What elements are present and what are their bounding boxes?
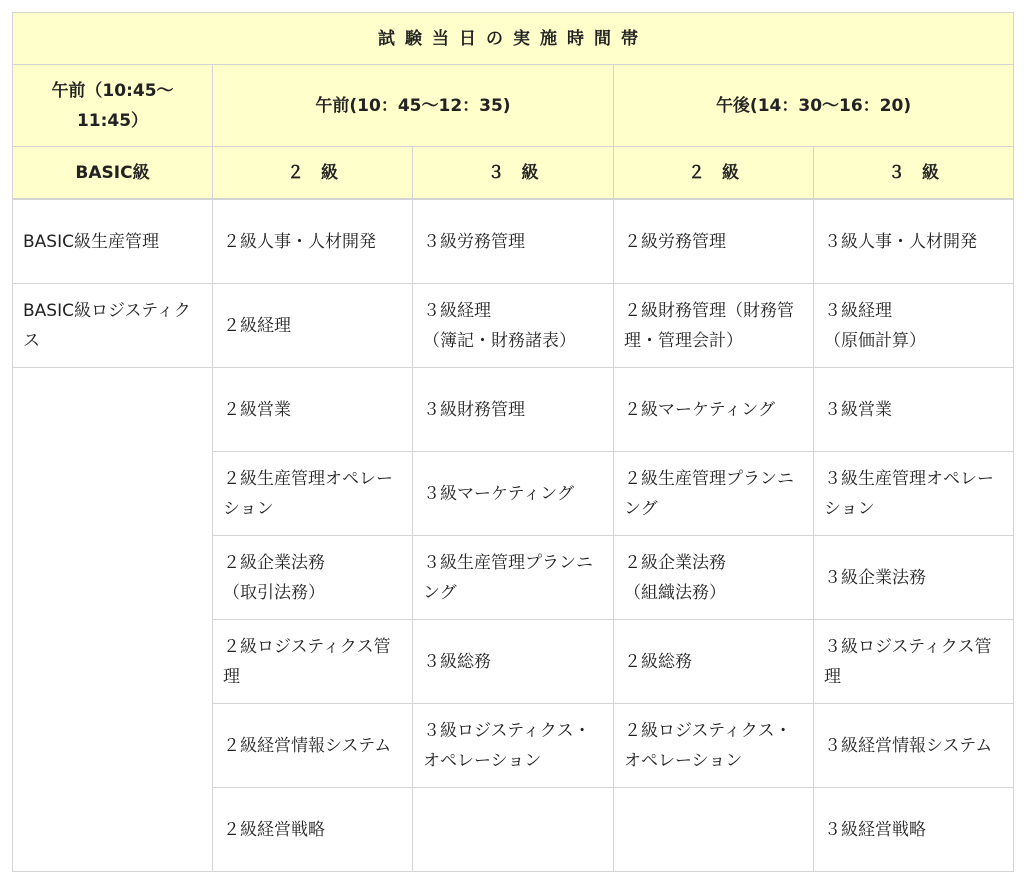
cell-3-pm: ３級ロジスティクス管理 [814,620,1014,704]
cell-3-pm: ３級経営戦略 [814,788,1014,872]
time-morning: 午前(10：45〜12：35) [213,65,614,147]
time-afternoon: 午後(14：30〜16：20) [614,65,1014,147]
cell-3-am: ３級総務 [413,620,614,704]
cell-3-pm: ３級経営情報システム [814,704,1014,788]
table-row [13,284,1014,368]
cell-2-am: ２級ロジスティクス管理 [213,620,413,704]
cell-3-pm: ３級人事・人材開発 [814,200,1014,284]
cell-2-pm: ２級総務 [614,620,814,704]
grade-header-3-am: ３ 級 [413,147,614,199]
cell-2-am: ２級経営戦略 [213,788,413,872]
cell-2-am: ２級人事・人材開発 [213,200,413,284]
cell-3-pm: ３級経理 （原価計算） [814,284,1014,368]
cell-3-pm: ３級生産管理オペレーション [814,452,1014,536]
cell-3-am: ３級財務管理 [413,368,614,452]
cell-3-pm: ３級企業法務 [814,536,1014,620]
cell-2-am: ２級生産管理オペレーション [213,452,413,536]
cell-2-pm: ２級財務管理（財務管理・管理会計） [614,284,814,368]
cell-3-am: ３級ロジスティクス・オペレーション [413,704,614,788]
cell-3-am: ３級経理 （簿記・財務諸表） [413,284,614,368]
exam-schedule-table [12,12,1014,872]
cell-3-pm: ３級営業 [814,368,1014,452]
cell-basic-empty [13,368,213,872]
cell-3-am: ３級マーケティング [413,452,614,536]
cell-2-pm: ２級ロジスティクス・オペレーション [614,704,814,788]
table-row [13,368,1014,452]
cell-3-am [413,788,614,872]
cell-2-pm: ２級生産管理プランニング [614,452,814,536]
cell-2-am: ２級営業 [213,368,413,452]
grade-header-2-pm: ２ 級 [614,147,814,199]
grade-header-2-am: ２ 級 [213,147,413,199]
cell-2-pm [614,788,814,872]
cell-2-am: ２級経営情報システム [213,704,413,788]
cell-3-am: ３級生産管理プランニング [413,536,614,620]
grade-header-basic: BASIC級 [13,147,213,199]
time-basic: 午前（10:45〜11:45） [13,65,213,147]
cell-basic: BASIC級生産管理 [13,200,213,284]
cell-basic: BASIC級ロジスティクス [13,284,213,368]
grade-header-3-pm: ３ 級 [814,147,1014,199]
cell-2-am: ２級経理 [213,284,413,368]
cell-2-pm: ２級マーケティング [614,368,814,452]
cell-2-pm: ２級企業法務 （組織法務） [614,536,814,620]
cell-2-pm: ２級労務管理 [614,200,814,284]
table-title: 試験当日の実施時間帯 [13,13,1014,65]
cell-3-am: ３級労務管理 [413,200,614,284]
cell-2-am: ２級企業法務 （取引法務） [213,536,413,620]
table-row [13,200,1014,284]
